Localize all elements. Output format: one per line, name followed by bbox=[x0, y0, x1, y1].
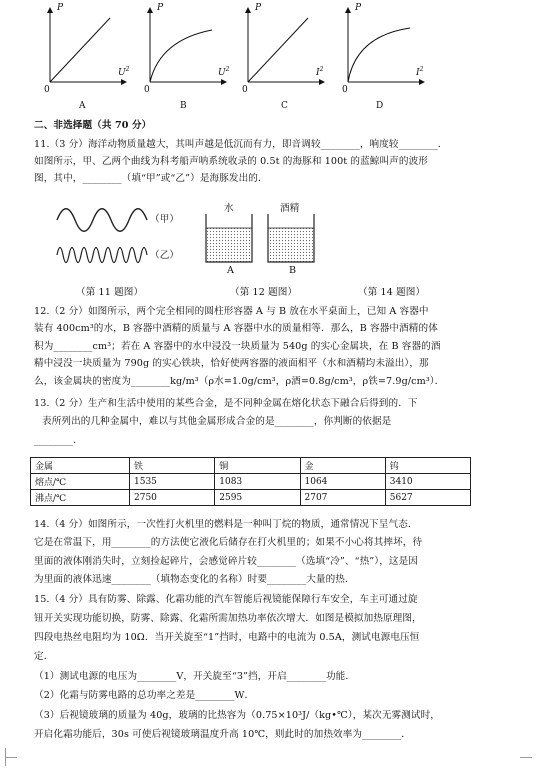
caption-q12: （第 12 题图） bbox=[230, 287, 298, 298]
q13-line1: 13.（2 分）生产和生活中使用的某些合金，是不同种金属在熔化状态下融合后得到的．下 bbox=[34, 398, 418, 409]
table-row bbox=[31, 474, 471, 490]
graph-c-letter: C bbox=[281, 101, 288, 111]
q14-line2: 它是在常温下，用________的方法使它液化后储存在打火机里的；如果不小心将其摔坏，待 bbox=[34, 537, 423, 548]
table-cell: 3410 bbox=[385, 474, 470, 490]
graph-c bbox=[248, 8, 324, 82]
metals-table bbox=[30, 457, 471, 506]
q12-line5: 么，该金属块的密度为________kg/m³（ρ水=1.0g/cm³，ρ酒=0.8g/cm³，ρ铁=7.9g/cm³）． bbox=[34, 376, 445, 387]
container-a-label: A bbox=[227, 265, 235, 276]
q14-line3: 里面的液体刚消失时，立刻捡起碎片，会感觉碎片较________（选填“冷”、“热”），这是因 bbox=[34, 556, 418, 567]
table-cell: 2595 bbox=[215, 490, 300, 506]
q12-line3: 积为________cm³；若在 A 容器中的水中浸没一块质量为 540g 的实心金属块，在 B 容器的酒 bbox=[34, 341, 441, 352]
q12-line2: 装有 400cm³的水，B 容器中酒精的质量与 A 容器中水的质量相等．那么，B 容器中酒精的体 bbox=[34, 323, 438, 334]
section-heading: 二、非选择题（共 70 分） bbox=[34, 120, 152, 131]
q15-sub1: （1）测试电源的电压为________V，开关旋至“3”挡，开启________功能． bbox=[34, 671, 356, 682]
q15-sub4: 开启化霜功能后，30s 可使后视镜玻璃温度升高 10℃，则此时的加热效率为________． bbox=[34, 729, 411, 740]
corner-mark-right-h bbox=[520, 757, 532, 768]
q14-line4: 为里面的液体迅速________（填物态变化的名称）时要________大量的热． bbox=[34, 574, 355, 585]
containers-figure bbox=[200, 200, 330, 270]
table-header-cell: 铁 bbox=[130, 458, 215, 474]
graph-c-xlabel: $I^2$ bbox=[316, 66, 324, 78]
caption-q11: （第 11 题图） bbox=[76, 287, 144, 298]
graph-d-origin: 0 bbox=[342, 85, 348, 95]
table-header-row bbox=[31, 458, 471, 474]
q15-sub3: （3）后视镜玻璃的质量为 40g，玻璃的比热容为（0.75×10³J/（kg•℃），某次无雾测试时， bbox=[34, 710, 440, 721]
graph-d bbox=[348, 8, 424, 82]
graph-d-xlabel: $I^2$ bbox=[416, 66, 424, 78]
q11-line3: 图，其中，________（填“甲”或“乙”）是海豚发出的． bbox=[34, 173, 268, 184]
q12-line4: 精中浸没一块质量为 790g 的实心铁块，恰好使两容器的液面相平（水和酒精均未溢出），那 bbox=[34, 358, 429, 369]
q11-line2: 如图所示，甲、乙两个曲线为科考船声呐系统收录的 0.5t 的海豚和 100t 的蓝鲸叫声的波形 bbox=[34, 156, 428, 167]
table-cell: 沸点/℃ bbox=[31, 490, 130, 506]
wave-yi-label: （乙） bbox=[150, 250, 180, 261]
graph-b-letter: B bbox=[180, 101, 187, 111]
graph-b bbox=[150, 8, 226, 82]
table-row bbox=[31, 490, 471, 506]
q13-line3: ________． bbox=[34, 435, 83, 446]
wave-yi bbox=[57, 248, 147, 263]
graph-d-letter: D bbox=[376, 101, 384, 111]
graph-d-ylabel: P bbox=[355, 3, 362, 13]
q13-line2: 表所列出的几种金属中，难以与其他金属形成合金的是________，你判断的依据是 bbox=[42, 416, 392, 427]
table-cell: 2750 bbox=[130, 490, 215, 506]
table-header-cell: 金 bbox=[300, 458, 385, 474]
graph-a-letter: A bbox=[79, 101, 86, 111]
corner-mark-right bbox=[532, 748, 541, 766]
q15-line4: 定． bbox=[34, 651, 54, 662]
container-a-liquid-label: 水 bbox=[224, 203, 234, 214]
table-cell: 熔点/℃ bbox=[31, 474, 130, 490]
q15-line3: 四段电热丝电阻均为 10Ω．当开关旋至“1”挡时，电路中的电流为 0.5A，测试电源电压恒 bbox=[34, 632, 420, 643]
table-cell: 1535 bbox=[130, 474, 215, 490]
container-b-label: B bbox=[289, 265, 297, 276]
wave-jia bbox=[57, 209, 147, 232]
table-cell: 1064 bbox=[300, 474, 385, 490]
waveform-figure bbox=[55, 200, 155, 275]
caption-q14: （第 14 题图） bbox=[358, 287, 426, 298]
graph-a-ylabel: P bbox=[57, 3, 64, 13]
graph-b-xlabel: $U^2$ bbox=[218, 66, 230, 78]
container-b-liquid bbox=[268, 228, 314, 262]
table-header-cell: 铜 bbox=[215, 458, 300, 474]
q14-line1: 14.（4 分）如图所示，一次性打火机里的燃料是一种叫丁烷的物质，通常情况下呈气态． bbox=[34, 519, 418, 530]
q11-line1: 11.（3 分）海洋动物质量越大，其叫声越是低沉而有力，即音调较________，响度较________． bbox=[34, 139, 448, 150]
graph-c-origin: 0 bbox=[242, 85, 248, 95]
q15-line2: 钮开关实现功能切换，防雾、除露、化霜所需加热功率依次增大．如图是模拟加热原理图， bbox=[34, 613, 422, 624]
container-a-liquid bbox=[206, 228, 252, 262]
q12-line1: 12.（2 分）如图所示，两个完全相同的圆柱形容器 A 与 B 放在水平桌面上，已知 A 容器中 bbox=[34, 306, 429, 317]
q15-line1: 15.（4 分）具有防雾、除露、化霜功能的汽车智能后视镜能保障行车安全，车主可通过旋 bbox=[34, 594, 418, 605]
wave-jia-label: （甲） bbox=[150, 214, 180, 225]
graph-a-xlabel: $U^2$ bbox=[118, 66, 130, 78]
container-b-liquid-label: 酒精 bbox=[280, 203, 300, 214]
graph-a-origin: 0 bbox=[44, 85, 50, 95]
graph-b-origin: 0 bbox=[144, 85, 150, 95]
q15-sub2: （2）化霜与防雾电路的总功率之差是________W． bbox=[34, 690, 255, 701]
graph-a bbox=[50, 8, 126, 82]
table-cell: 2707 bbox=[300, 490, 385, 506]
graph-b-ylabel: P bbox=[157, 3, 164, 13]
graph-c-ylabel: P bbox=[255, 3, 262, 13]
table-cell: 1083 bbox=[215, 474, 300, 490]
table-header-cell: 钨 bbox=[385, 458, 470, 474]
table-cell: 5627 bbox=[385, 490, 470, 506]
corner-mark-left-h bbox=[5, 757, 17, 768]
table-header-cell: 金属 bbox=[31, 458, 130, 474]
